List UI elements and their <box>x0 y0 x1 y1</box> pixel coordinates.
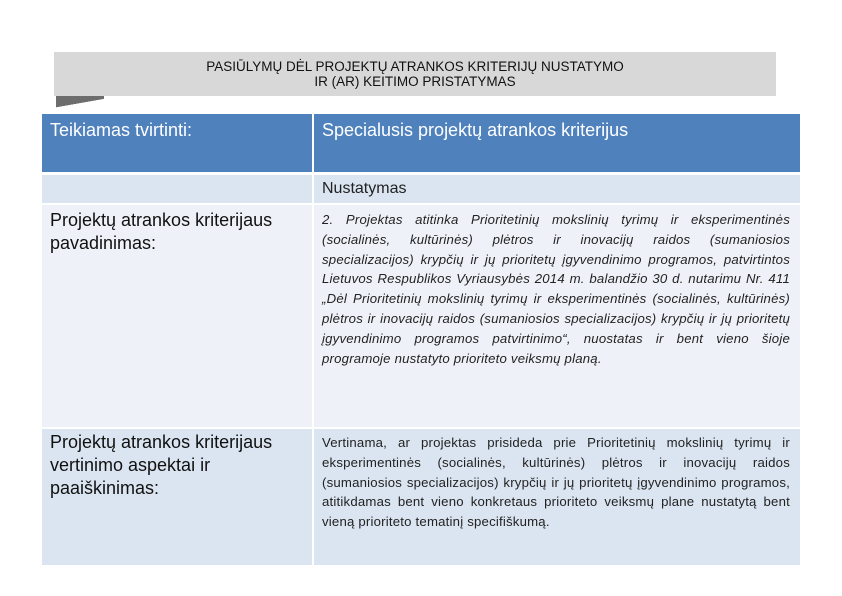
header-right-cell <box>314 114 800 172</box>
header-left-text: Teikiamas tvirtinti: <box>50 120 193 140</box>
subheader-text: Nustatymas <box>322 180 407 197</box>
row-2-label-cell <box>42 429 312 565</box>
row-1-label-cell <box>42 205 312 427</box>
header-right-text: Specialusis projektų atrankos kriterijus <box>322 120 629 140</box>
banner-ribbon-fold <box>56 96 104 110</box>
title-line-2: IR (AR) KEITIMO PRISTATYMAS <box>314 74 516 89</box>
row-1-text-cell <box>314 205 800 427</box>
row-1-label: Projektų atrankos kriterijaus pavadinimas: <box>50 210 273 253</box>
row-2-text-cell <box>314 429 800 565</box>
header-left-cell <box>42 114 312 172</box>
row-1-text: 2. Projektas atitinka Prioritetinių mokslinių tyrimų ir eksperimentinės (socialinės, kultūrinės) plėtros ir inovacijų raidos (sumaniosios specializacijos) krypčių ir jų prioritetų įgyvendinimo programos, patvirtintos Lietuvos Respublikos Vyriausybės 2014 m. balandžio 30 d. nutarimu Nr. 411 „Dėl Prioritetinių mokslinių tyrimų ir eksperimentinės (socialinės, kultūrinės) plėtros ir inovacijų raidos (sumaniosios specializacijos) krypčių ir jų prioritetų įgyvendinimo programos patvirtinimo“, nuostatas ir bent vieno šioje programoje nustatyto prioriteto veiksmų planą. <box>322 212 790 366</box>
title-line-1: PASIŪLYMŲ DĖL PROJEKTŲ ATRANKOS KRITERIJŲ NUSTATYMO <box>206 59 624 74</box>
row-2-label: Projektų atrankos kriterijaus vertinimo aspektai ir paaiškinimas: <box>50 432 273 498</box>
row-2-text: Vertinama, ar projektas prisideda prie Prioritetinių mokslinių tyrimų ir eksperimentinės (socialinės, kultūrinės) plėtros ir inovacijų raidos (sumaniosios specializacijos) krypčių ir jų prioritetų įgyvendinimo programos, atitikdamas bent vieno konkretaus prioriteto veiksmų plane nustatytą bent vieną prioriteto tematinį specifiškumą. <box>322 435 790 530</box>
title-banner <box>54 52 776 96</box>
subheader-right-cell <box>314 175 800 203</box>
subheader-left-cell <box>42 175 312 203</box>
